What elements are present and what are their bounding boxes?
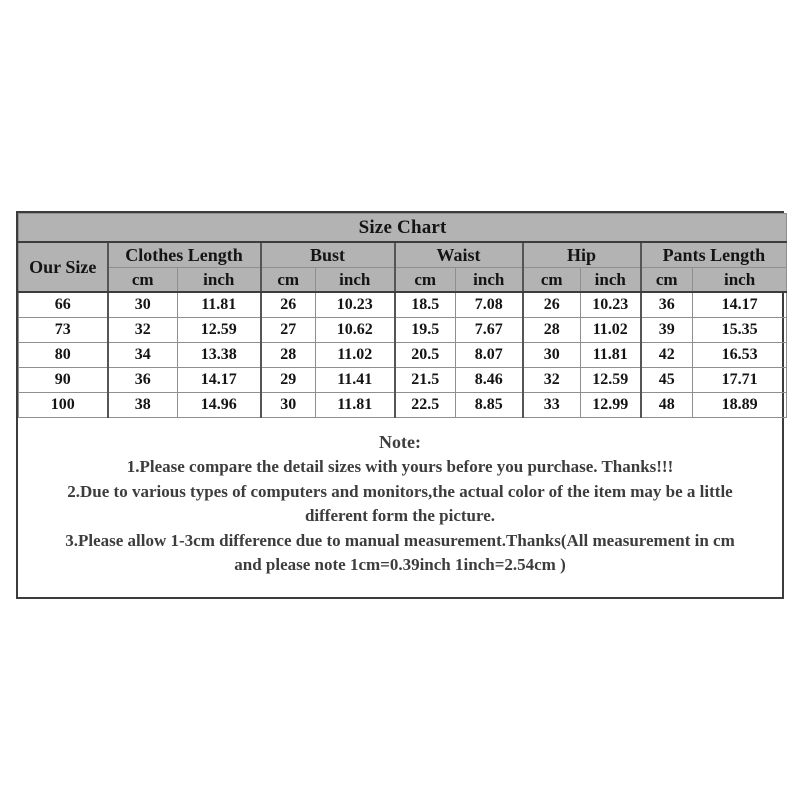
unit-header-inch: inch — [456, 268, 523, 293]
measurement-cell: 8.07 — [456, 343, 523, 368]
group-header-row — [19, 242, 787, 268]
note-line: 1.Please compare the detail sizes with yours before you purchase. Thanks!!! — [126, 457, 674, 476]
measurement-cell: 32 — [523, 368, 581, 393]
measurement-cell: 30 — [523, 343, 581, 368]
unit-header-inch: inch — [178, 268, 261, 293]
our-size-cell: 80 — [19, 343, 108, 368]
measurement-cell: 32 — [108, 318, 178, 343]
unit-header-cm: cm — [261, 268, 316, 293]
measurement-cell: 38 — [108, 393, 178, 418]
size-row-66 — [19, 292, 787, 318]
size-chart-table — [18, 213, 787, 418]
size-chart-sheet — [16, 211, 784, 599]
measurement-cell: 10.62 — [316, 318, 395, 343]
our-size-cell: 66 — [19, 292, 108, 318]
chart-title: Size Chart — [19, 214, 787, 243]
measurement-cell: 30 — [108, 292, 178, 318]
our-size-cell: 90 — [19, 368, 108, 393]
measurement-cell: 11.81 — [316, 393, 395, 418]
measurement-cell: 18.5 — [395, 292, 456, 318]
measurement-cell: 7.08 — [456, 292, 523, 318]
size-row-100 — [19, 393, 787, 418]
unit-header-cm: cm — [108, 268, 178, 293]
our-size-cell: 73 — [19, 318, 108, 343]
measurement-cell: 11.02 — [581, 318, 641, 343]
measurement-cell: 12.59 — [178, 318, 261, 343]
table-header — [19, 214, 787, 293]
measurement-cell: 16.53 — [693, 343, 787, 368]
measurement-cell: 14.96 — [178, 393, 261, 418]
measurement-cell: 11.41 — [316, 368, 395, 393]
measurement-cell: 12.59 — [581, 368, 641, 393]
group-header-waist: Waist — [395, 242, 523, 268]
unit-header-row — [19, 268, 787, 293]
measurement-cell: 11.81 — [178, 292, 261, 318]
measurement-cell: 30 — [261, 393, 316, 418]
measurement-cell: 19.5 — [395, 318, 456, 343]
measurement-cell: 22.5 — [395, 393, 456, 418]
group-header-pants-length: Pants Length — [641, 242, 787, 268]
measurement-cell: 17.71 — [693, 368, 787, 393]
measurement-cell: 14.17 — [178, 368, 261, 393]
measurement-cell: 42 — [641, 343, 693, 368]
measurement-cell: 18.89 — [693, 393, 787, 418]
measurement-cell: 10.23 — [316, 292, 395, 318]
measurement-cell: 34 — [108, 343, 178, 368]
measurement-cell: 27 — [261, 318, 316, 343]
size-row-73 — [19, 318, 787, 343]
measurement-cell: 15.35 — [693, 318, 787, 343]
note-heading: Note: — [379, 432, 421, 452]
size-row-80 — [19, 343, 787, 368]
measurement-cell: 28 — [523, 318, 581, 343]
measurement-cell: 12.99 — [581, 393, 641, 418]
measurement-cell: 10.23 — [581, 292, 641, 318]
measurement-cell: 29 — [261, 368, 316, 393]
measurement-cell: 13.38 — [178, 343, 261, 368]
measurement-cell: 33 — [523, 393, 581, 418]
our-size-cell: 100 — [19, 393, 108, 418]
measurement-cell: 21.5 — [395, 368, 456, 393]
measurement-cell: 7.67 — [456, 318, 523, 343]
size-row-90 — [19, 368, 787, 393]
note-line: different form the picture. — [304, 506, 496, 525]
unit-header-inch: inch — [581, 268, 641, 293]
measurement-cell: 28 — [261, 343, 316, 368]
measurement-cell: 36 — [641, 292, 693, 318]
measurement-cell: 11.02 — [316, 343, 395, 368]
note-line: 3.Please allow 1-3cm difference due to manual measurement.Thanks(All measurement in cm — [65, 530, 735, 550]
measurement-cell: 14.17 — [693, 292, 787, 318]
unit-header-inch: inch — [693, 268, 787, 293]
measurement-cell: 39 — [641, 318, 693, 343]
measurement-cell: 26 — [523, 292, 581, 318]
table-body — [19, 292, 787, 418]
unit-header-inch: inch — [316, 268, 395, 293]
title-row — [19, 214, 787, 243]
measurement-cell: 8.46 — [456, 368, 523, 393]
note-section — [18, 418, 782, 597]
measurement-cell: 45 — [641, 368, 693, 393]
note-line: 2.Due to various types of computers and monitors,the actual color of the item may be a little — [67, 481, 733, 501]
measurement-cell: 20.5 — [395, 343, 456, 368]
note-line: and please note 1cm=0.39inch 1inch=2.54cm ) — [234, 555, 566, 574]
unit-header-cm: cm — [523, 268, 581, 293]
measurement-cell: 11.81 — [581, 343, 641, 368]
unit-header-cm: cm — [641, 268, 693, 293]
group-header-hip: Hip — [523, 242, 641, 268]
unit-header-cm: cm — [395, 268, 456, 293]
measurement-cell: 26 — [261, 292, 316, 318]
measurement-cell: 8.85 — [456, 393, 523, 418]
note-lines — [18, 455, 782, 578]
group-header-bust: Bust — [261, 242, 395, 268]
corner-header-our-size: Our Size — [19, 242, 108, 292]
group-header-clothes-length: Clothes Length — [108, 242, 261, 268]
measurement-cell: 36 — [108, 368, 178, 393]
measurement-cell: 48 — [641, 393, 693, 418]
